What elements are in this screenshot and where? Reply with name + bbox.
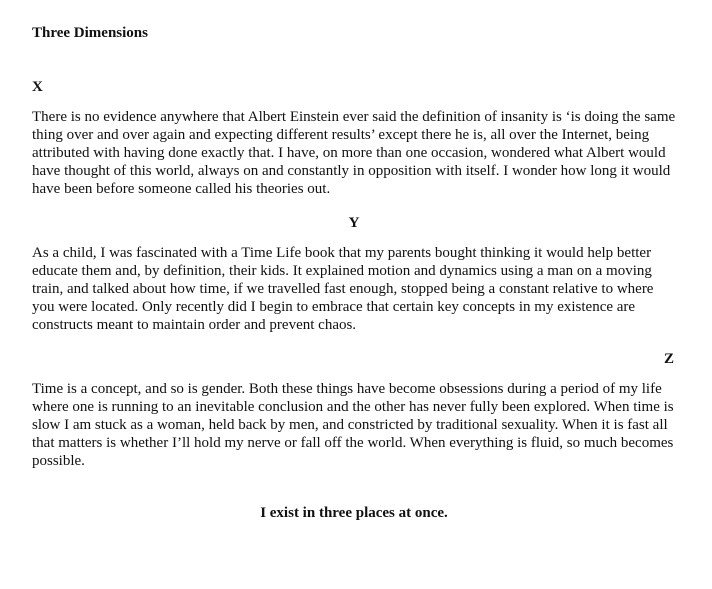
section-paragraph-x: There is no evidence anywhere that Albert Einstein ever said the definition of insanity is ‘is doing the same thing over and over again and expecting different results’ except there he is, all over the Internet, being attributed with having done exactly that. I have, on more than one occasion, wondered what Albert would have thought of this world, always on and constantly in opposition with itself. I wonder how long it would have been before someone called his theories out. [32, 109, 676, 197]
section-heading-x: X [32, 79, 43, 95]
section-paragraph-y: As a child, I was fascinated with a Time Life book that my parents bought thinking it would help better educate them and, by definition, their kids. It explained motion and dynamics using a man on a moving train, and talked about how time, if we travelled fast enough, stopped being a constant relative to where you were located. Only recently did I begin to embrace that certain key concepts in my existence are constructs meant to maintain order and prevent chaos. [32, 245, 654, 333]
section-paragraph-z: Time is a concept, and so is gender. Both these things have become obsessions during a period of my life where one is running to an inevitable conclusion and the other has never fully been explored. When time is slow I am stuck as a woman, held back by men, and constricted by traditional sexuality. When it is fast all that matters is whether I’ll hold my nerve or fall off the world. When everything is fluid, so much becomes possible. [32, 381, 674, 469]
document-page [32, 24, 676, 537]
section-heading-y: Y [348, 215, 360, 231]
closing-statement: I exist in three places at once. [260, 505, 448, 521]
section-heading-z: Z [663, 351, 674, 367]
document-title: Three Dimensions [32, 25, 148, 41]
